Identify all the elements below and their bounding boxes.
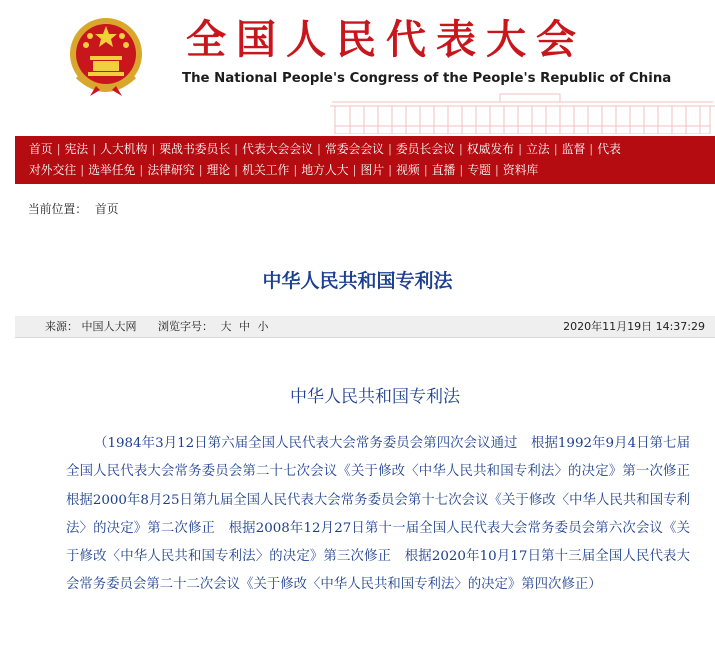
nav-row-2 — [29, 160, 715, 181]
nav-item-chairmen-council[interactable]: 委员长会议 — [395, 142, 455, 156]
source-value: 中国人大网 — [81, 320, 137, 333]
nav-separator: | — [459, 163, 464, 177]
nav-separator: | — [423, 163, 428, 177]
nav-separator: | — [293, 163, 298, 177]
nav-item-videos[interactable]: 视频 — [396, 163, 420, 177]
article-title: 中华人民共和国专利法 — [262, 270, 453, 292]
font-size-small-button[interactable]: 小 — [257, 320, 269, 333]
nav-separator: | — [388, 163, 393, 177]
nav-item-topics[interactable]: 专题 — [467, 163, 491, 177]
nav-separator: | — [139, 163, 144, 177]
article-meta-left — [45, 316, 269, 338]
nav-item-local-congresses[interactable]: 地方人大 — [301, 163, 349, 177]
nav-separator: | — [234, 142, 239, 156]
nav-separator: | — [80, 163, 85, 177]
nav-separator: | — [458, 142, 463, 156]
nav-item-database[interactable]: 资料库 — [502, 163, 539, 177]
nav-item-congress-sessions[interactable]: 代表大会会议 — [242, 142, 313, 156]
nav-item-home[interactable]: 首页 — [29, 142, 53, 156]
article-meta-bar — [15, 316, 715, 338]
nav-separator: | — [352, 163, 357, 177]
site-title-chinese: 全国人民代表大会 — [186, 16, 586, 63]
main-navigation — [15, 136, 715, 184]
nav-separator: | — [518, 142, 523, 156]
nav-item-deputies[interactable]: 代表 — [597, 142, 621, 156]
publish-datetime: 2020年11月19日 14:37:29 — [563, 320, 705, 333]
nav-item-legal-research[interactable]: 法律研究 — [147, 163, 195, 177]
nav-item-constitution[interactable]: 宪法 — [64, 142, 89, 156]
nav-item-npc-bodies[interactable]: 人大机构 — [100, 142, 148, 156]
site-header — [0, 0, 715, 134]
nav-item-elections-appointments[interactable]: 选举任免 — [88, 163, 136, 177]
breadcrumb-label: 当前位置： — [28, 202, 87, 216]
article-body-title: 中华人民共和国专利法 — [290, 387, 460, 407]
article-intro-paragraph: （1984年3月12日第六届全国人民代表大会常务委员会第四次会议通过 根据1992年9月4日第七届全国人民代表大会常务委员会第二十七次会议《关于修改〈中华人民共和国专利法〉的决定》第一次修正 根据2000年8月25日第九届全国人民代表大会常务委员会第十七次会议《关于修改〈中华人民共和国专利法〉的决定》第二次修正 根据2008年12月27日第十一届全国人民代表大会常务委员会第六次会议《关于修改〈中华人民共和国专利法〉的决定》第三次修正 根据2020年10月17日第十三届全国人民代表大会常务委员会第二十二次会议《关于修改〈中华人民共和国专利法〉的决定》第四次修正） — [66, 436, 704, 593]
nav-separator: | — [198, 163, 203, 177]
nav-item-agency-work[interactable]: 机关工作 — [242, 163, 290, 177]
nav-separator: | — [234, 163, 239, 177]
nav-separator: | — [92, 142, 97, 156]
nav-separator: | — [494, 163, 499, 177]
nav-separator: | — [56, 142, 61, 156]
national-emblem-icon[interactable] — [66, 14, 146, 98]
font-size-label: 浏览字号： — [158, 320, 213, 333]
nav-row-1 — [29, 139, 715, 160]
nav-item-official-releases[interactable]: 权威发布 — [466, 142, 515, 156]
nav-separator: | — [387, 142, 392, 156]
nav-separator: | — [589, 142, 594, 156]
font-size-medium-button[interactable]: 中 — [239, 320, 250, 333]
nav-separator: | — [151, 142, 156, 156]
nav-item-supervision[interactable]: 监督 — [561, 142, 586, 156]
nav-item-foreign-affairs[interactable]: 对外交往 — [29, 163, 77, 177]
nav-item-theory[interactable]: 理论 — [206, 163, 231, 177]
nav-item-chairman[interactable]: 栗战书委员长 — [159, 142, 231, 156]
nav-item-legislation[interactable]: 立法 — [526, 142, 550, 156]
nav-item-standing-committee-sessions[interactable]: 常委会会议 — [324, 142, 384, 156]
font-size-large-button[interactable]: 大 — [220, 320, 232, 333]
breadcrumb — [28, 200, 119, 218]
source-label: 来源： — [45, 320, 78, 333]
nav-item-live[interactable]: 直播 — [431, 163, 456, 177]
great-hall-illustration — [330, 90, 715, 134]
nav-item-pictures[interactable]: 图片 — [360, 163, 385, 177]
breadcrumb-home-link[interactable]: 首页 — [95, 202, 119, 216]
nav-separator: | — [316, 142, 321, 156]
site-title-english: The National People's Congress of the People's Republic of China — [182, 71, 672, 86]
nav-separator: | — [553, 142, 558, 156]
